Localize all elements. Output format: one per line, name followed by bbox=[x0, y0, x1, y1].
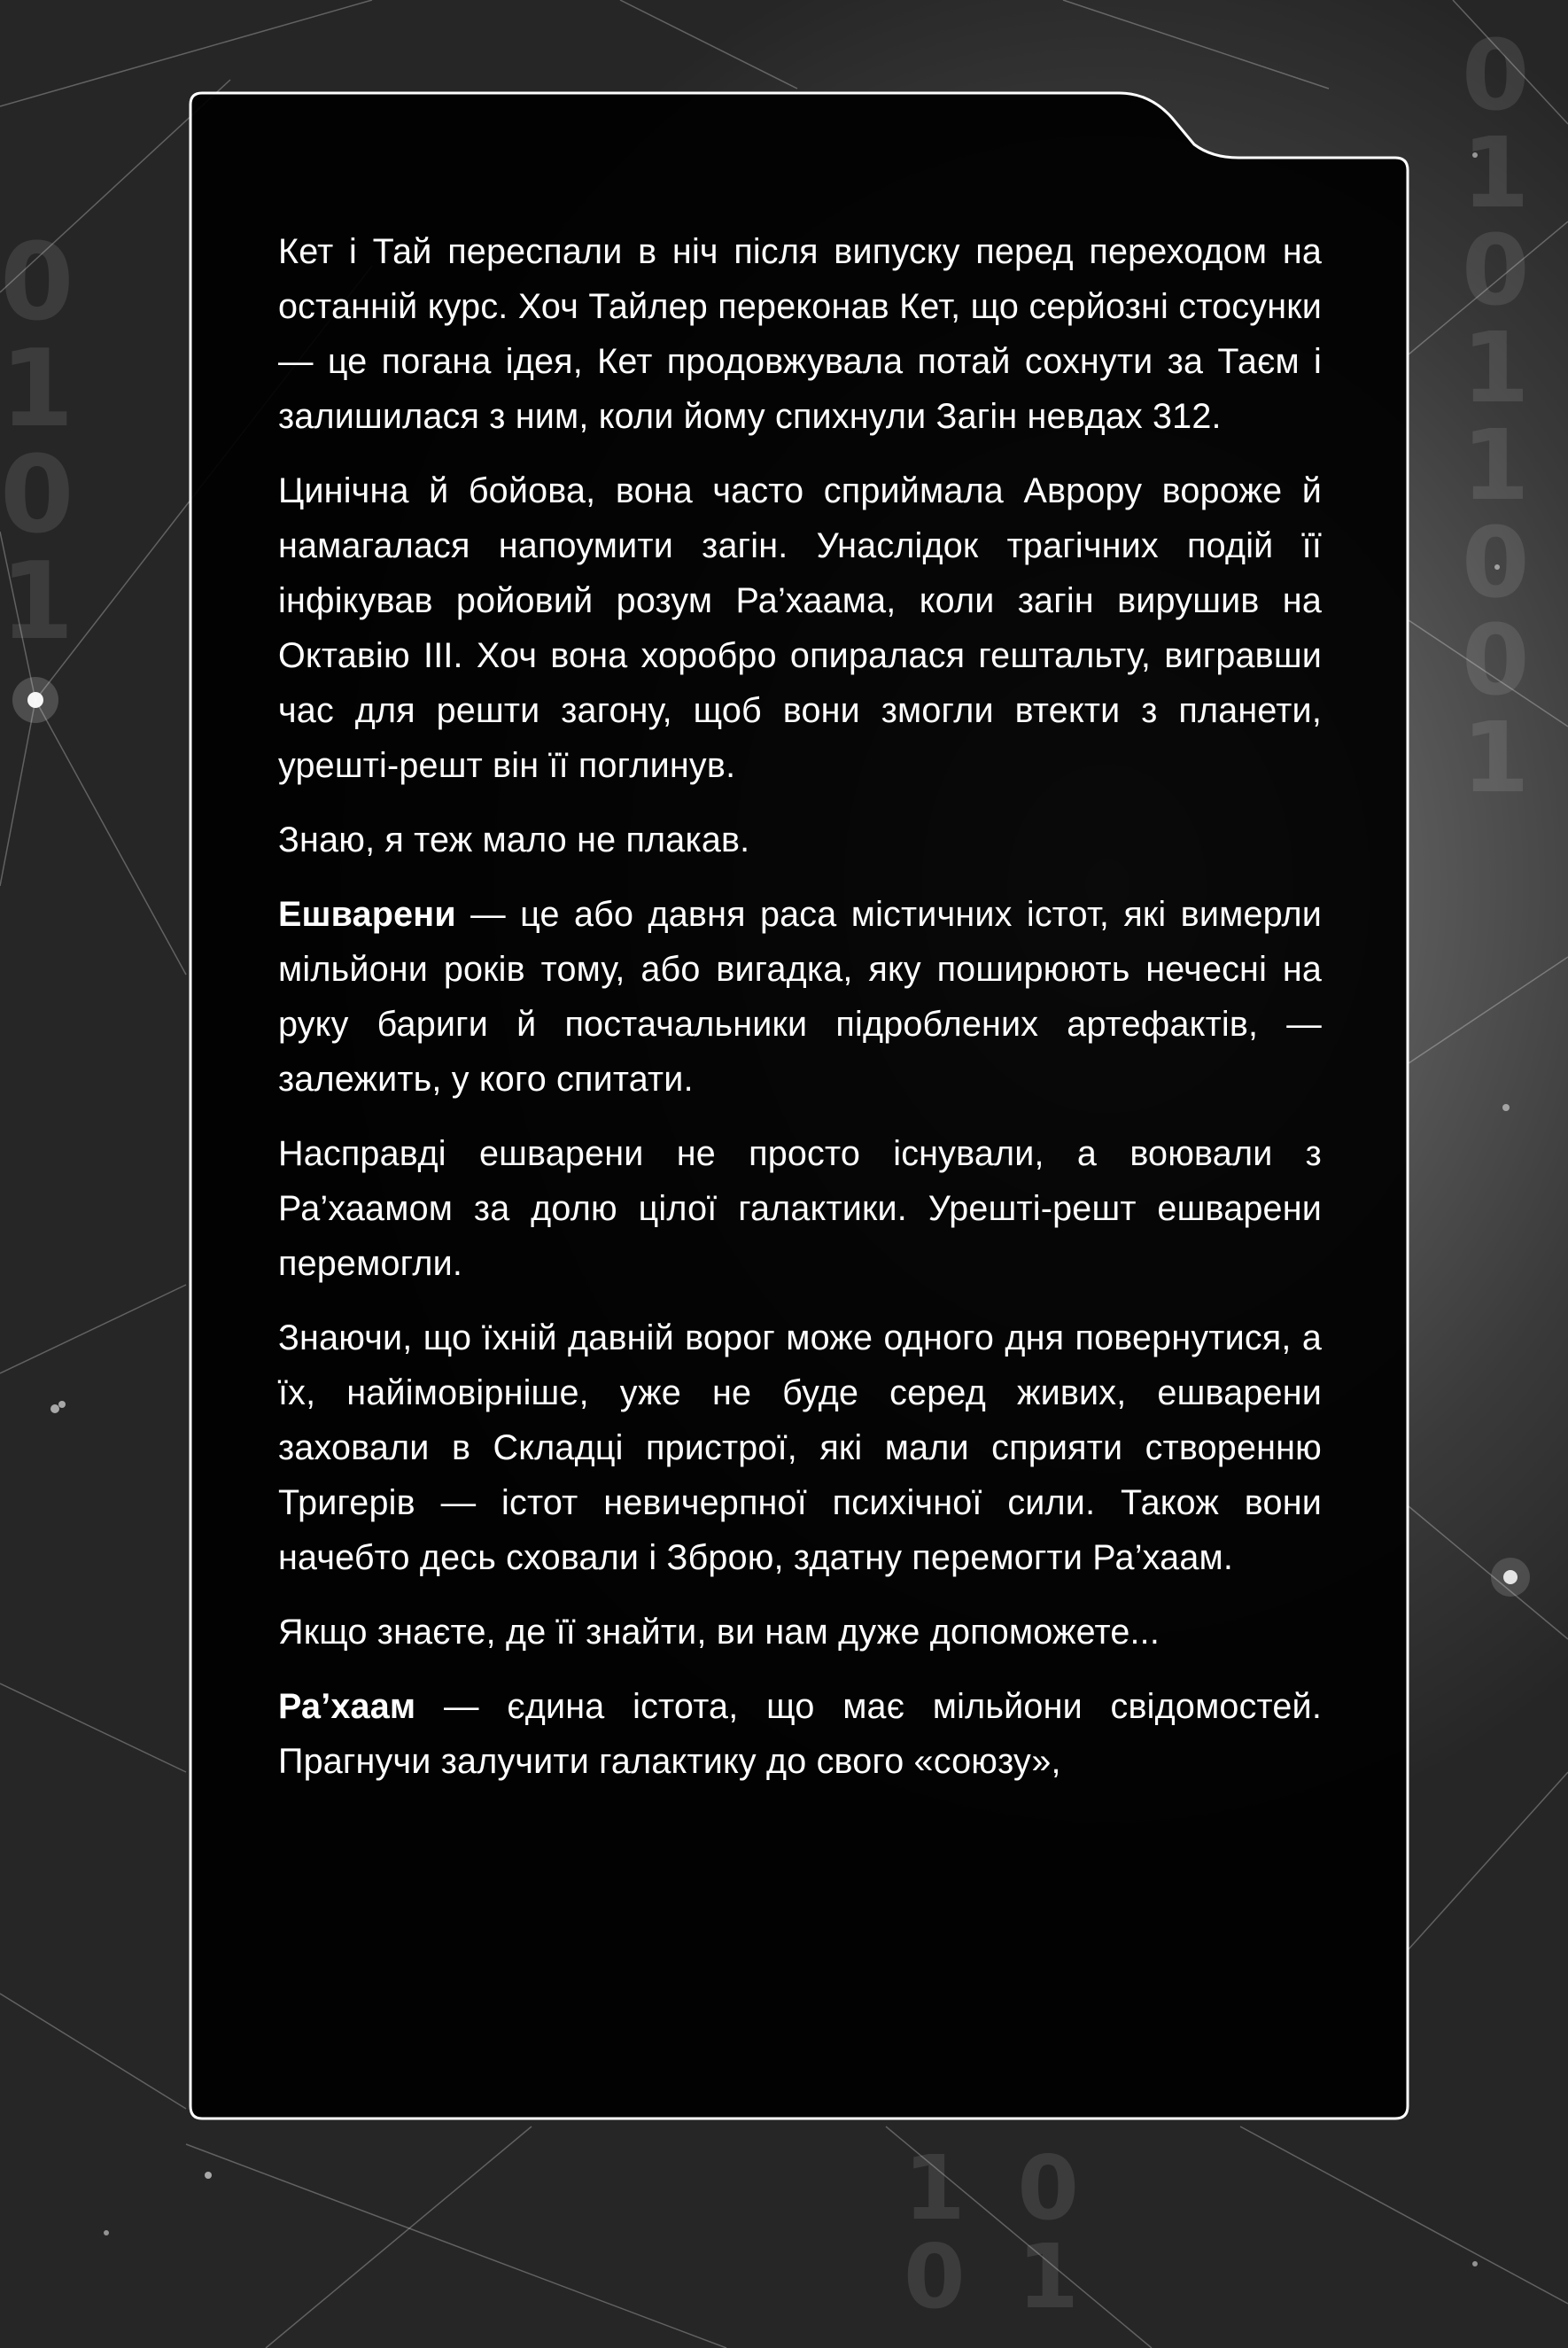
article-text bbox=[278, 224, 1322, 1808]
binary-digits-left: 0 1 0 1 bbox=[0, 222, 85, 664]
paragraph-text: Насправді ешварени не просто існували, а воювали з Ра’хаамом за долю цілої галактики. Урешті-решт ешварени перемогли. bbox=[278, 1134, 1322, 1283]
paragraph-aside-weapon bbox=[278, 1605, 1322, 1660]
paragraph-text: Знаючи, що їхній давній ворог може одного дня повернутися, а їх, найімовірніше, уже не буде серед живих, ешварени заховали в Складці пристрої, які мали сприяти створенню Тригерів — істот невичерпної психічної сили. Також вони начебто десь сховали і Зброю, здатну перемогти Ра’хаам. bbox=[278, 1318, 1322, 1577]
paragraph-text: Кет і Тай переспали в ніч після випуску перед переходом на останній курс. Хоч Тайлер переконав Кет, що серйозні стосунки — це погана ідея, Кет продовжувала потай сохнути за Таєм і залишилася з ним, коли йому спихнули Загін невдах 312. bbox=[278, 232, 1322, 436]
paragraph-eshvareni-war bbox=[278, 1126, 1322, 1291]
paragraph-rahaam-definition bbox=[278, 1679, 1322, 1789]
binary-digits-bottom: 1 0 0 1 bbox=[904, 2136, 1090, 2329]
paragraph-text: — єдина істота, що має мільйони свідомостей. Прагнучи залучити галактику до свого «союзу», bbox=[278, 1687, 1322, 1781]
term-rahaam: Ра’хаам bbox=[278, 1687, 416, 1726]
paragraph-eshvareni-legacy bbox=[278, 1310, 1322, 1585]
paragraph-text: Якщо знаєте, де її знайти, ви нам дуже допоможете... bbox=[278, 1613, 1160, 1652]
binary-digits-right: 0 1 0 1 1 0 0 1 bbox=[1462, 19, 1541, 814]
paragraph-text: Цинічна й бойова, вона часто сприймала Аврору вороже й намагалася напоумити загін. Унаслідок трагічних подій її інфікував ройовий розум Ра’хаама, коли загін вирушив на Октавію III. Хоч вона хоробро опиралася гештальту, вигравши час для решти загону, щоб вони змогли втекти з планети, урешті-решт він її поглинув. bbox=[278, 471, 1322, 785]
paragraph-eshvareni-definition bbox=[278, 887, 1322, 1107]
paragraph-kat bbox=[278, 224, 1322, 444]
term-eshvareni: Ешварени bbox=[278, 895, 456, 934]
paragraph-kat-fate bbox=[278, 463, 1322, 793]
paragraph-text: Знаю, я теж мало не плакав. bbox=[278, 820, 750, 859]
paragraph-text: — це або давня раса містичних істот, які вимерли мільйони років тому, або вигадка, яку поширюють нечесні на руку бариги й постачальники підроблених артефактів, — залежить, у кого спитати. bbox=[278, 895, 1322, 1099]
paragraph-aside bbox=[278, 812, 1322, 867]
text-panel bbox=[189, 91, 1409, 2120]
